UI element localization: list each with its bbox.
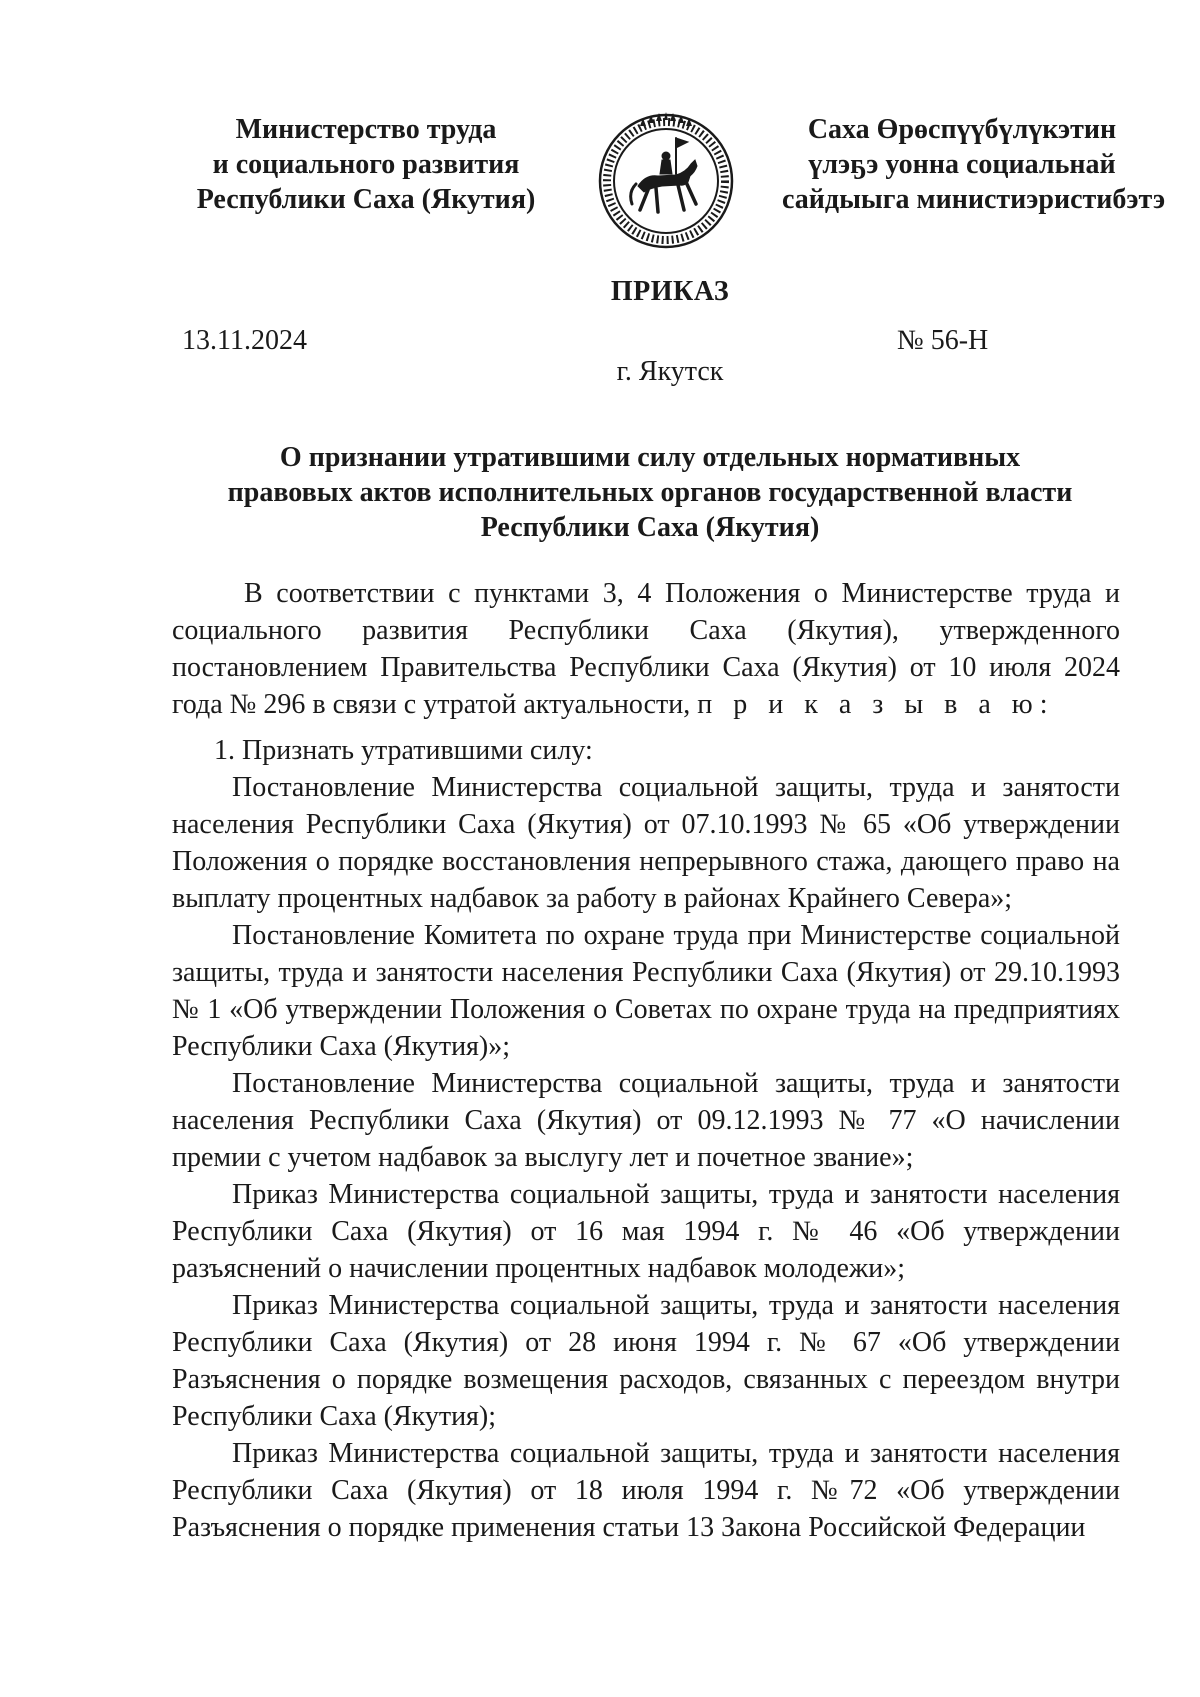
ministry-name-line: Республики Саха (Якутия)	[196, 184, 536, 215]
ministry-name-line: сайдыыга министиэристибэтэ	[782, 184, 1166, 215]
document-heading	[150, 440, 1150, 545]
heading-line: Республики Саха (Якутия)	[480, 512, 820, 543]
preamble-text: В соответствии с пунктами 3, 4 Положения о Министерстве труда и социального развития Республики Саха (Якутия), утвержденного постановлением Правительства Республики Саха (Якутия) от 10 июля 2024 года № 296 в связи с утратой актуальности,	[172, 578, 1120, 720]
preamble-command: п р и к а з ы в а ю:	[697, 689, 1055, 720]
letterhead	[0, 112, 1200, 232]
repealed-act-entry: Приказ Министерства социальной защиты, труда и занятости населения Республики Саха (Якутия) от 28 июня 1994 г. № 67 «Об утверждении Разъяснения о порядке возмещения расходов, связанных с переездом внутри Республики Саха (Якутия);	[172, 1290, 1120, 1432]
ministry-name-line: Саха Өрөспүүбүлүкэтин	[807, 114, 1117, 145]
ministry-name-line: Министерство труда	[235, 114, 497, 145]
heading-line: правовых актов исполнительных органов государственной власти	[227, 477, 1073, 508]
repealed-act-entry: Постановление Министерства социальной защиты, труда и занятости населения Республики Саха (Якутия) от 09.12.1993 № 77 «О начислении премии с учетом надбавок за выслугу лет и почетное звание»;	[172, 1068, 1120, 1173]
sakha-republic-emblem-icon	[596, 112, 736, 250]
preamble-paragraph	[172, 575, 1120, 723]
heading-line: О признании утратившими силу отдельных нормативных	[279, 442, 1021, 473]
repealed-act-entry: Приказ Министерства социальной защиты, труда и занятости населения Республики Саха (Якутия) от 18 июля 1994 г. №72 «Об утверждении Разъяснения о порядке применения статьи 13 Закона Российской Федерации	[172, 1438, 1120, 1543]
document-body	[172, 575, 1120, 1546]
order-city: г. Якутск	[616, 356, 724, 387]
ministry-name-line: и социального развития	[212, 149, 520, 180]
order-title: ПРИКАЗ	[610, 276, 730, 307]
item-1-title: 1. Признать утратившими силу:	[214, 735, 593, 766]
ministry-name-sakha	[782, 112, 1166, 217]
repealed-act-entry: Приказ Министерства социальной защиты, труда и занятости населения Республики Саха (Якутия) от 16 мая 1994 г. № 46 «Об утверждении разъяснений о начислении процентных надбавок молодежи»;	[172, 1179, 1120, 1284]
repealed-act-entry: Постановление Министерства социальной защиты, труда и занятости населения Республики Саха (Якутия) от 07.10.1993 № 65 «Об утверждении Положения о порядке восстановления непрерывного стажа, дающего право на выплату процентных надбавок за работу в районах Крайнего Севера»;	[172, 772, 1120, 914]
order-number: № 56-Н	[897, 325, 989, 356]
repealed-act-entry: Постановление Комитета по охране труда при Министерстве социальной защиты, труда и занятости населения Республики Саха (Якутия) от 29.10.1993 № 1 «Об утверждении Положения о Советах по охране труда на предприятиях Республики Саха (Якутия)»;	[172, 920, 1120, 1062]
ministry-name-line: үлэҕэ уонна социальнай	[808, 149, 1116, 180]
order-date: 13.11.2024	[182, 325, 307, 356]
ministry-name-russian	[196, 112, 536, 217]
